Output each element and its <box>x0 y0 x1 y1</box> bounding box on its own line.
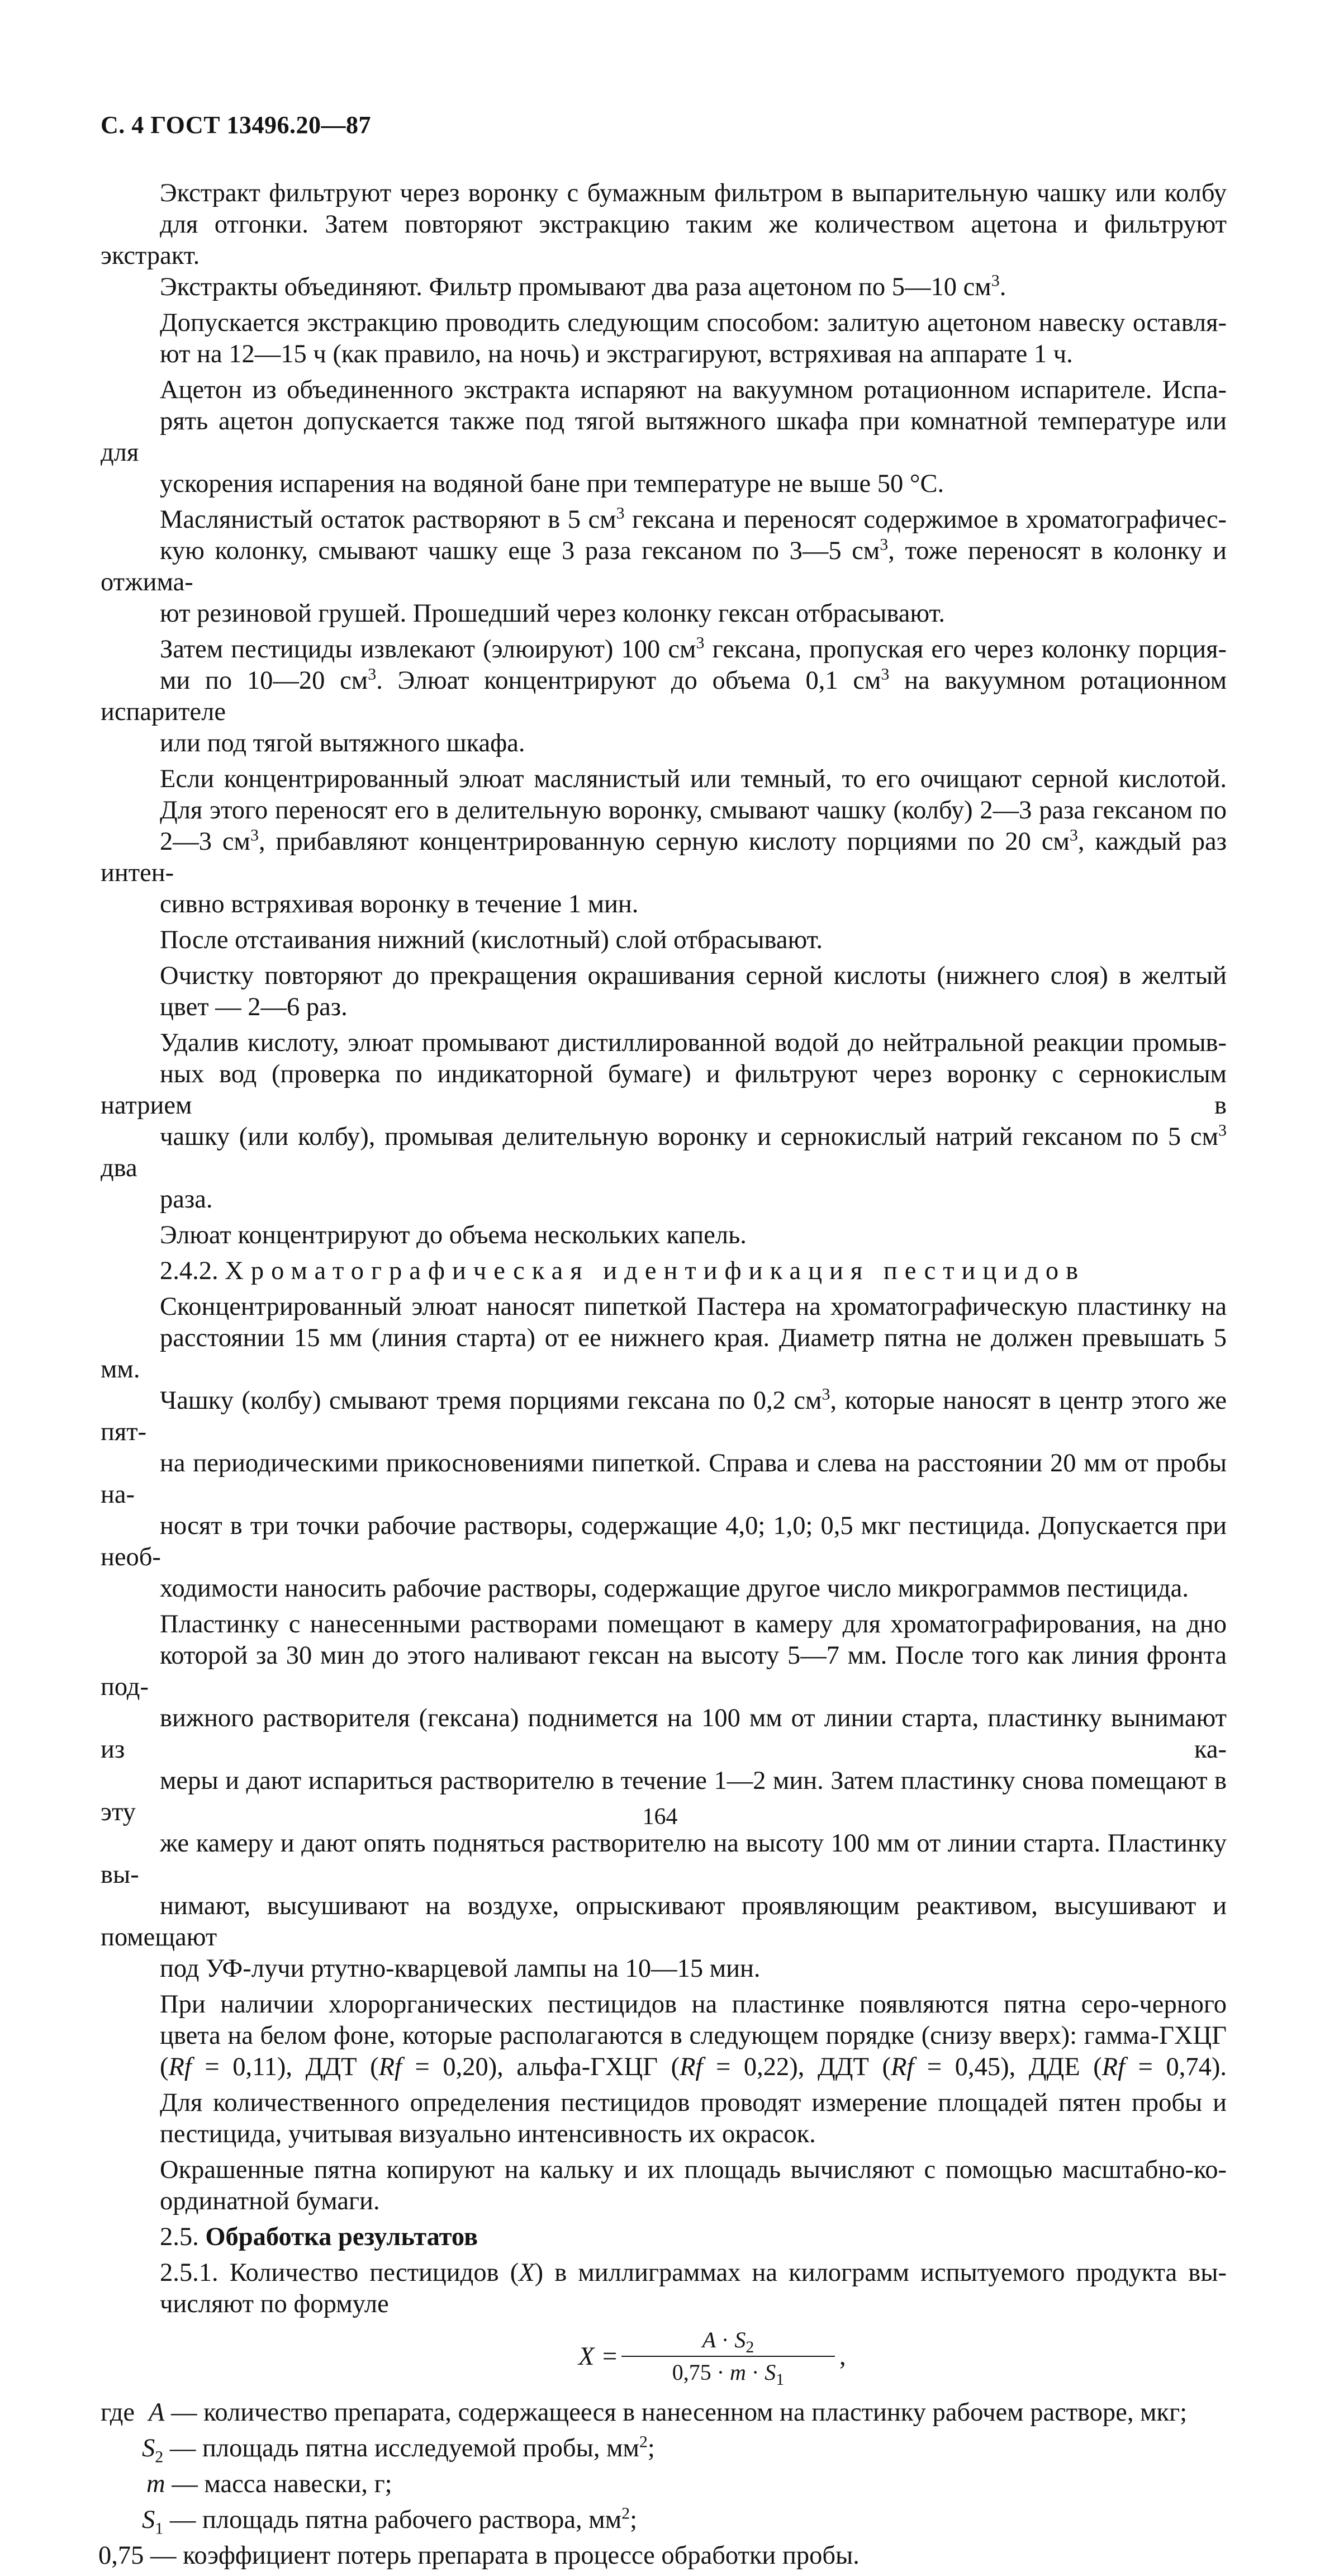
text-line: Очистку повторяют до прекращения окрашивания серной кислоты (нижнего слоя) в желтый <box>160 962 1227 990</box>
text-line: же камеру и дают опять подняться растворителю на высоту 100 мм от линии старта. Пластинку вы- <box>101 1829 1227 1889</box>
text-line: которой за 30 мин до этого наливают гексан на высоту 5—7 мм. После того как линия фронта под- <box>101 1641 1227 1701</box>
section-2-4-2-heading <box>101 1256 1227 1287</box>
paragraph-elution <box>101 634 1227 759</box>
section-number: 2.4.2. <box>160 1257 219 1285</box>
section-2-5-heading <box>101 2222 1227 2253</box>
formula-fraction <box>619 2324 837 2388</box>
page-number: 164 <box>642 1804 678 1830</box>
text-line: 2.5.1. Количество пестицидов (X) в миллиграммах на килограмм испытуемого продукта вы- <box>160 2258 1227 2287</box>
text-line: носят в три точки рабочие растворы, содержащие 4,0; 1,0; 0,5 мкг пестицида. Допускается при необ- <box>101 1512 1227 1571</box>
paragraph-settling <box>101 925 1227 956</box>
text-line: Пластинку с нанесенными растворами помещают в камеру для хроматографирования, на дно <box>160 1610 1227 1639</box>
paragraph-concentration <box>101 1220 1227 1251</box>
text-line: ми по 10—20 $см^3$. Элюат концентрируют до объема 0,1 $см^3$ на вакуумном ротационном испарителе <box>101 665 1227 726</box>
paragraph-alternative-extraction <box>101 307 1227 370</box>
paragraph-spots-order <box>101 1989 1227 2083</box>
text-line: расстоянии 15 мм (линия старта) от ее нижнего края. Диаметр пятна не должен превышать 5 мм. <box>101 1324 1227 1384</box>
text-line: ных вод (проверка по индикаторной бумаге) и фильтруют через воронку с сернокислым натрием в <box>101 1060 1227 1120</box>
paragraph-quantitative <box>101 2087 1227 2150</box>
text-line <box>101 1256 1227 1287</box>
text-line: меры и дают испариться растворителю в течение 1—2 мин. Затем пластинку снова помещают в эту <box>101 1767 1227 1826</box>
definition-s2: $S_2$ — площадь пятна исследуемой пробы, $мм^2$; <box>142 2432 655 2466</box>
text-line: После отстаивания нижний (кислотный) слой отбрасывают. <box>160 926 823 954</box>
text-line: рять ацетон допускается также под тягой вытяжного шкафа при комнатной температуре или для <box>101 407 1227 467</box>
text-line: При наличии хлорорганических пестицидов на пластинке появляются пятна серо-черного <box>160 1990 1227 2019</box>
text-line: Для этого переносят его в делительную воронку, смывают чашку (колбу) 2—3 раза гексаном по <box>160 796 1227 825</box>
paragraph-acetone-evaporation <box>101 375 1227 500</box>
text-line: цвета на белом фоне, которые располагаются в следующем порядке (снизу вверх): гамма-ГХЦГ <box>160 2021 1227 2050</box>
text-line: Экстракты объединяют. Фильтр промывают два раза ацетоном по 5—10 $см^3$. <box>160 271 1006 301</box>
text-line: Сконцентрированный элюат наносят пипеткой Пастера на хроматографическую пластинку на <box>160 1292 1227 1321</box>
definition-a: где A — количество препарата, содержащееся в нанесенном на пластинку рабочем растворе, мкг; <box>101 2397 1227 2428</box>
formula-denominator: $0,75 \cdot m \cdot S_1$ <box>672 2360 785 2389</box>
paragraph-oily-residue <box>101 504 1227 629</box>
paragraph-sulfuric-acid-cleanup <box>101 764 1227 920</box>
definition-075: 0,75 — коэффициент потерь препарата в процессе обработки пробы. <box>98 2541 860 2570</box>
paragraph-repeat-cleanup <box>101 960 1227 1023</box>
text-line: Удалив кислоту, элюат промывают дистиллированной водой до нейтральной реакции промыв- <box>160 1029 1227 1057</box>
document-body <box>98 178 1227 2576</box>
text-line: ускорения испарения на водяной бане при температуре не выше 50 °С. <box>160 470 944 498</box>
formula-definitions <box>98 2397 1227 2572</box>
page-header: С. 4 ГОСТ 13496.20—87 <box>101 111 372 139</box>
text-line: Если концентрированный элюат маслянистый или темный, то его очищают серной кислотой. <box>160 765 1227 793</box>
text-line: Окрашенные пятна копируют на кальку и их площадь вычисляют с помощью масштабно-ко- <box>160 2156 1227 2184</box>
section-number: 2.5. <box>160 2223 199 2251</box>
text-line: или под тягой вытяжного шкафа. <box>160 729 525 757</box>
definition-m: m — масса навески, г; <box>146 2470 392 2498</box>
text-line <box>101 2222 1227 2253</box>
text-line: ют резиновой грушей. Прошедший через колонку гексан отбрасывают. <box>160 599 945 628</box>
paragraph-2-5-1 <box>101 2257 1227 2320</box>
text-line: Ацетон из объединенного экстракта испаряют на вакуумном ротационном испарителе. Испа- <box>160 376 1227 404</box>
where-label: где <box>101 2398 135 2427</box>
paragraph-tracing <box>101 2154 1227 2217</box>
paragraph-extract-filtering <box>101 178 1227 303</box>
text-line: раза. <box>160 1185 213 1214</box>
text-line: кую колонку, смывают чашку еще 3 раза гексаном по 3—5 $см^3$, тоже переносят в колонку и отжима- <box>101 535 1227 596</box>
text-line: Чашку (колбу) смывают тремя порциями гексана по 0,2 $см^3$, которые наносят в центр этого же пят- <box>101 1385 1227 1446</box>
text-line: пестицида, учитывая визуально интенсивность их окрасок. <box>160 2120 816 2148</box>
text-line: Затем пестициды извлекают (элюируют) 100 $см^3$ гексана, пропуская его через колонку порция- <box>160 633 1227 664</box>
text-line: Маслянистый остаток растворяют в 5 $см^3$ гексана и переносят содержимое в хроматографичес- <box>160 504 1227 534</box>
text-line: ходимости наносить рабочие растворы, содержащие другое число микрограммов пестицида. <box>160 1574 1189 1603</box>
formula-comma: , <box>839 2342 846 2371</box>
text-line: чашку (или колбу), промывая делительную воронку и сернокислый натрий гексаном по 5 $см^3$ два <box>101 1121 1227 1182</box>
formula-lhs: X = <box>578 2342 619 2371</box>
text-line: на периодическими прикосновениями пипеткой. Справа и слева на расстоянии 20 мм от пробы на- <box>101 1449 1227 1509</box>
text-line: нимают, высушивают на воздухе, опрыскивают проявляющим реактивом, высушивают и помещают <box>101 1892 1227 1952</box>
text-line: для отгонки. Затем повторяют экстракцию таким же количеством ацетона и фильтруют экстракт. <box>101 210 1227 270</box>
text-line: ют на 12—15 ч (как правило, на ночь) и экстрагируют, встряхивая на аппарате 1 ч. <box>160 340 1073 368</box>
text-line: Допускается экстракцию проводить следующим способом: залитую ацетоном навеску оставля- <box>160 309 1227 337</box>
paragraph-washing <box>101 1027 1227 1215</box>
text-line: 2—3 $см^3$, прибавляют концентрированную серную кислоту порциями по 20 $см^3$, каждый раз интен- <box>101 826 1227 887</box>
formula-numerator: $A \cdot S_2$ <box>702 2327 754 2356</box>
paragraph-plate-application <box>101 1291 1227 1604</box>
text-line: Элюат концентрируют до объема нескольких капель. <box>160 1221 747 1249</box>
text-line: (Rf = 0,11), ДДТ (Rf = 0,20), альфа-ГХЦГ (Rf = 0,22), ДДТ (Rf = 0,45), ДДЕ (Rf = 0,74). <box>160 2053 1227 2081</box>
section-title: Хроматографическая идентификация пестицидов <box>225 1257 1086 1285</box>
text-line: цвет — 2—6 раз. <box>160 993 348 1021</box>
text-line: сивно встряхивая воронку в течение 1 мин. <box>160 890 639 918</box>
text-line: Экстракт фильтруют через воронку с бумажным фильтром в выпарительную чашку или колбу <box>160 179 1227 207</box>
formula <box>101 2324 1227 2390</box>
text-line: вижного растворителя (гексана) поднимется на 100 мм от линии старта, пластинку вынимают из ка- <box>101 1704 1227 1764</box>
text-line: под УФ-лучи ртутно-кварцевой лампы на 10—15 мин. <box>160 1954 761 1983</box>
definition-s1: $S_1$ — площадь пятна рабочего раствора, $мм^2$; <box>142 2504 638 2538</box>
text-line: числяют по формуле <box>160 2290 389 2318</box>
text-line: Для количественного определения пестицидов проводят измерение площадей пятен пробы и <box>160 2089 1227 2117</box>
text-line: ординатной бумаги. <box>160 2187 380 2215</box>
paragraph-chromatography-chamber <box>101 1609 1227 1985</box>
section-title: Обработка результатов <box>205 2223 478 2251</box>
